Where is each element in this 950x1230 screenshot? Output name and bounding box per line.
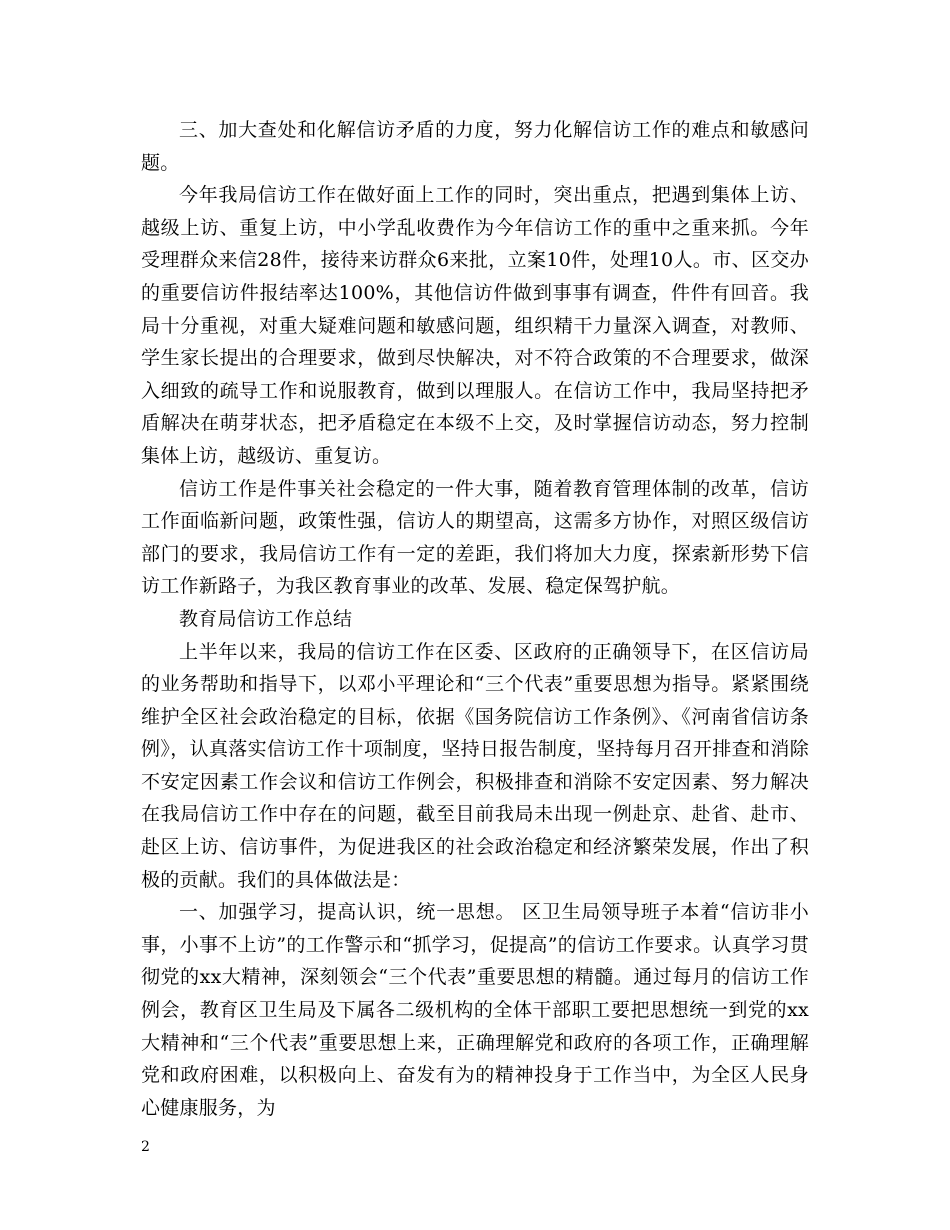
paragraph-petition-work-summary: 今年我局信访工作在做好面上工作的同时，突出重点，把遇到集体上访、越级上访、重复上访，中小学乱收费作为今年信访工作的重中之重来抓。今年受理群众来信28件，接待来访群众6来批，立案10件，处理10人。市、区交办的重要信访件报结率达100%，其他信访件做到事事有调查，件件有回音。我局十分重视，对重大疑难问题和敏感问题，组织精干力量深入调查，对教师、学生家长提出的合理要求，做到尽快解决，对不符合政策的不合理要求，做深入细致的疏导工作和说服教育，做到以理服人。在信访工作中，我局坚持把矛盾解决在萌芽状态，把矛盾稳定在本级不上交，及时掌握信访动态，努力控制集体上访，越级访、重复访。 (141, 184, 809, 467)
document-body (141, 114, 809, 1124)
paragraph-section-one-study: 一、加强学习，提高认识，统一思想。 区卫生局领导班子本着“信访非小事，小事不上访”的工作警示和“抓学习，促提高”的信访工作要求。认真学习贯彻党的xx大精神，深刻领会“三个代表”重要思想的精髓。通过每月的信访工作例会，教育区卫生局及下属各二级机构的全体干部职工要把思想统一到党的xx大精神和“三个代表”重要思想上来，正确理解党和政府的各项工作，正确理解党和政府困难，以积极向上、奋发有为的精神投身于工作当中，为全区人民身心健康服务，为 (141, 901, 809, 1119)
paragraph-section-three-heading: 三、加大查处和化解信访矛盾的力度，努力化解信访工作的难点和敏感问题。 (141, 119, 809, 174)
paragraph-first-half-overview: 上半年以来，我局的信访工作在区委、区政府的正确领导下，在区信访局的业务帮助和指导下，以邓小平理论和“三个代表”重要思想为指导。紧紧围绕维护全区社会政治稳定的目标，依据《国务院信访工作条例》、《河南省信访条例》，认真落实信访工作十项制度，坚持日报告制度，坚持每月召开排查和消除不安定因素工作会议和信访工作例会，积极排查和消除不安定因素、努力解决在我局信访工作中存在的问题，截至目前我局未出现一例赴京、赴省、赴市、赴区上访、信访事件，为促进我区的社会政治稳定和经济繁荣发展，作出了积极的贡献。我们的具体做法是： (141, 640, 809, 891)
paragraph-document-title: 教育局信访工作总结 (179, 607, 353, 630)
paragraph-social-stability: 信访工作是件事关社会稳定的一件大事，随着教育管理体制的改革，信访工作面临新问题，政策性强，信访人的期望高，这需多方协作，对照区级信访部门的要求，我局信访工作有一定的差距，我们将加大力度，探索新形势下信访工作新路子，为我区教育事业的改革、发展、稳定保驾护航。 (141, 477, 809, 598)
page-number: 2 (141, 1139, 150, 1155)
